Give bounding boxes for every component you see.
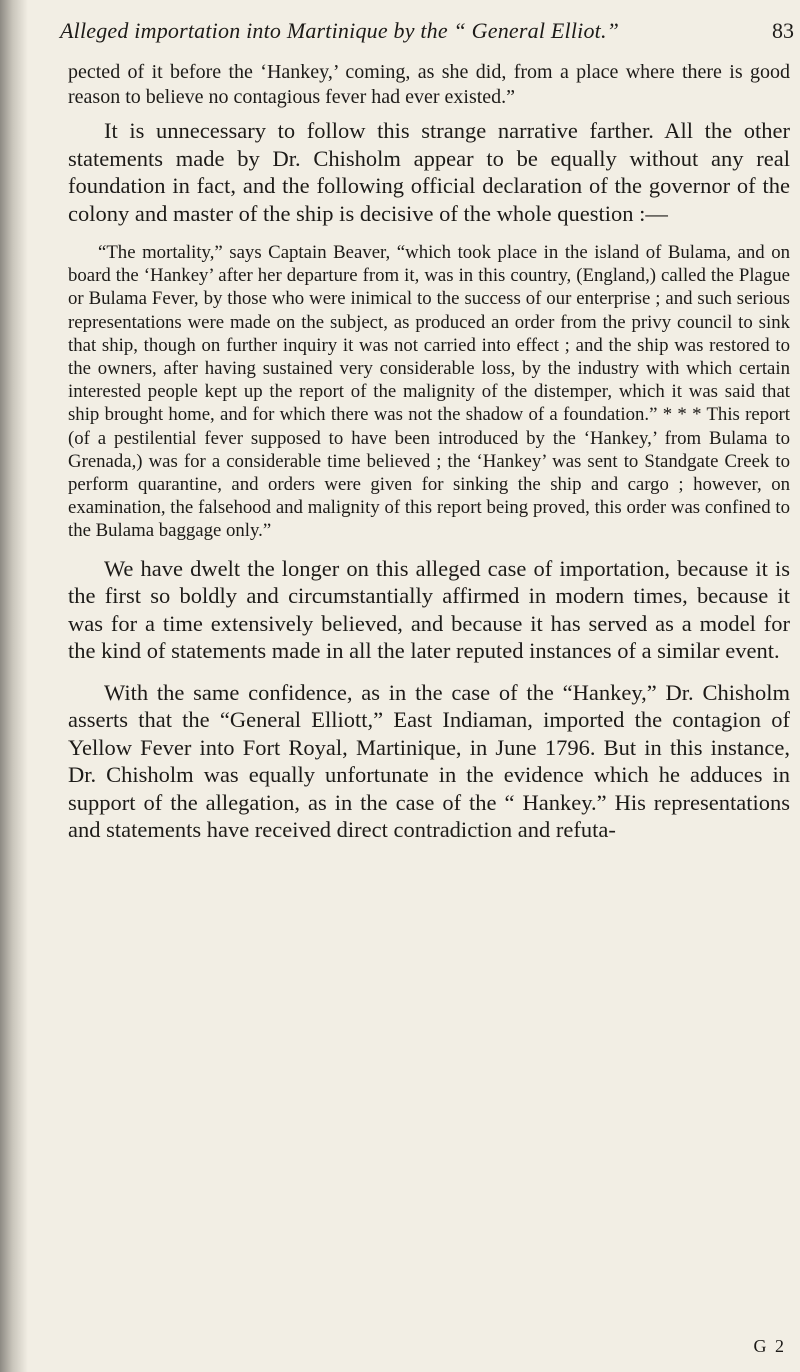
body-text	[68, 60, 790, 858]
binding-shadow	[0, 0, 28, 1372]
paragraph-importation: We have dwelt the longer on this alleged case of importation, because it is the first so boldly and circumstantially affirmed in modern times, because it was for a time extensively believed, and because it has served as a model for the kind of statements made in all the later reputed instances of a similar event.	[68, 555, 790, 664]
quotation-beaver: “The mortality,” says Captain Beaver, “which took place in the island of Bulama, and on board the ‘Hankey’ after her departure from it, was in this country, (England,) called the Plague or Bulama Fever, by those who were inimical to the success of our enterprise ; and such serious representations were made on the subject, as produced an order from the privy council to sink that ship, though on further inquiry it was not carried into effect ; and the ship was restored to the owners, after having sustained very considerable loss, by the industry with which certain interested people kept up the report of the malignity of the distemper, which it was said that ship brought home, and for which there was not the shadow of a foundation.” * * * This report (of a pestilential fever supposed to have been introduced by the ‘Hankey,’ from Bulama to Grenada,) was for a considerable time believed ; the ‘Hankey’ was sent to Standgate Creek to perform quarantine, and orders were given for sinking the ship and cargo ; however, on examination, the falsehood and malignity of this report being proved, this order was confined to the Bulama baggage only.”	[68, 242, 790, 542]
running-title: Alleged importation into Martinique by the “ General Elliot.”	[60, 18, 620, 43]
page-number: 83	[772, 18, 794, 43]
signature-mark: G 2	[753, 1336, 786, 1356]
paragraph-continuation: pected of it before the ‘Hankey,’ coming, as she did, from a place where there is good reason to believe no contagious fever had ever existed.”	[68, 61, 790, 108]
paragraph-narrative: It is unnecessary to follow this strange narrative farther. All the other statements made by Dr. Chisholm appear to be equally without any real foundation in fact, and the following official declaration of the governor of the colony and master of the ship is decisive of the whole question :—	[68, 118, 790, 226]
page-header	[60, 12, 794, 52]
paragraph-general-elliott: With the same confidence, as in the case of the “Hankey,” Dr. Chisholm asserts that the “General Elliott,” East Indiaman, imported the contagion of Yellow Fever into Fort Royal, Martinique, in June 1796. But in this instance, Dr. Chisholm was equally unfortunate in the evidence which he adduces in support of the allegation, as in the case of the “ Hankey.” His representations and statements have received direct contradiction and refuta-	[68, 679, 790, 843]
